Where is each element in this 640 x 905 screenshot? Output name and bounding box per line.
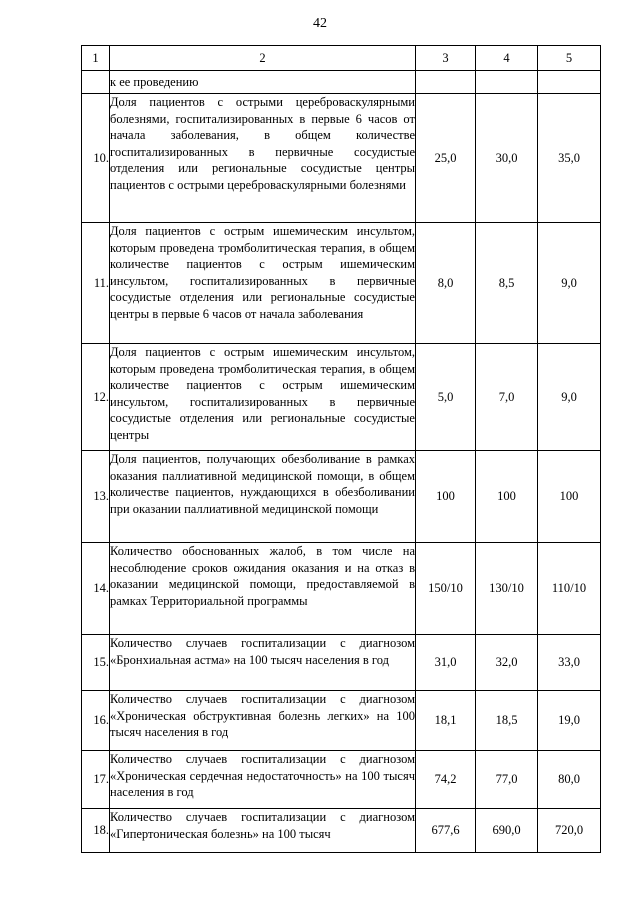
row-indicator-text: Доля пациентов с острым ишемическим инсультом, которым проведена тромболитическая терапия, в общем количестве пациентов с острым ишемическим инсультом, госпитализированных в первичные сосудистые отделения или региональные сосудистые центры (110, 344, 416, 451)
table-row (82, 751, 601, 809)
row-indicator-text: Количество обоснованных жалоб, в том числе на несоблюдение сроков ожидания оказания и на отказ в оказании медицинской помощи, предоставляемой в рамках Территориальной программы (110, 543, 416, 635)
table-row (82, 543, 601, 635)
row-number: 16. (82, 691, 110, 751)
row-indicator-text: Доля пациентов с острыми цереброваскулярными болезнями, госпитализированных в первые 6 часов от начала заболевания, в общем количестве госпитализированных в первичные сосудистые отделения или региональные сосудистые центры пациентов с острыми цереброваскулярными болезнями (110, 94, 416, 223)
continuation-text: к ее проведению (110, 71, 416, 94)
table-row (82, 223, 601, 344)
header-col-1: 1 (82, 46, 110, 71)
row-number: 14. (82, 543, 110, 635)
row-value-col4: 18,5 (476, 691, 538, 751)
row-value-col5: 9,0 (538, 344, 601, 451)
table-row (82, 691, 601, 751)
row-indicator-text: Количество случаев госпитализации с диагнозом «Бронхиальная астма» на 100 тысяч населения в год (110, 635, 416, 691)
table-row (82, 809, 601, 853)
row-value-col3: 18,1 (416, 691, 476, 751)
page-number: 42 (313, 16, 327, 31)
row-indicator-text: Количество случаев госпитализации с диагнозом «Хроническая сердечная недостаточность» на 100 тысяч населения в год (110, 751, 416, 809)
header-col-4: 4 (476, 46, 538, 71)
header-col-3: 3 (416, 46, 476, 71)
row-number: 10. (82, 94, 110, 223)
row-number: 17. (82, 751, 110, 809)
row-value-col5: 100 (538, 451, 601, 543)
row-value-col4: 100 (476, 451, 538, 543)
row-value-col4: 690,0 (476, 809, 538, 853)
row-value-col3: 25,0 (416, 94, 476, 223)
row-value-col3: 31,0 (416, 635, 476, 691)
continuation-row (82, 71, 601, 94)
row-value-col5: 720,0 (538, 809, 601, 853)
row-number: 11. (82, 223, 110, 344)
row-value-col4: 8,5 (476, 223, 538, 344)
row-indicator-text: Доля пациентов с острым ишемическим инсультом, которым проведена тромболитическая терапия, в общем количестве пациентов с острым ишемическим инсультом, госпитализированных в первичные сосудистые отделения или региональные сосудистые центры в первые 6 часов от начала заболевания (110, 223, 416, 344)
row-value-col4: 32,0 (476, 635, 538, 691)
row-number: 18. (82, 809, 110, 853)
row-value-col4: 7,0 (476, 344, 538, 451)
row-value-col5: 19,0 (538, 691, 601, 751)
row-value-col5: 9,0 (538, 223, 601, 344)
table-row (82, 344, 601, 451)
row-value-col4: 130/10 (476, 543, 538, 635)
row-indicator-text: Количество случаев госпитализации с диагнозом «Хроническая обструктивная болезнь легких» на 100 тысяч населения в год (110, 691, 416, 751)
table-header-row (82, 46, 601, 71)
row-number: 15. (82, 635, 110, 691)
row-value-col5: 110/10 (538, 543, 601, 635)
table-row (82, 451, 601, 543)
indicators-table (81, 45, 601, 853)
row-indicator-text: Количество случаев госпитализации с диагнозом «Гипертоническая болезнь» на 100 тысяч (110, 810, 415, 841)
row-value-col3: 677,6 (416, 809, 476, 853)
row-value-col3: 100 (416, 451, 476, 543)
row-value-col3: 8,0 (416, 223, 476, 344)
row-value-col5: 33,0 (538, 635, 601, 691)
header-col-2: 2 (110, 46, 416, 71)
row-value-col5: 35,0 (538, 94, 601, 223)
table-row (82, 94, 601, 223)
row-value-col5: 80,0 (538, 751, 601, 809)
row-value-col3: 150/10 (416, 543, 476, 635)
header-col-5: 5 (538, 46, 601, 71)
row-value-col4: 30,0 (476, 94, 538, 223)
table-row (82, 635, 601, 691)
row-value-col3: 74,2 (416, 751, 476, 809)
row-number: 13. (82, 451, 110, 543)
row-value-col4: 77,0 (476, 751, 538, 809)
row-number: 12. (82, 344, 110, 451)
row-value-col3: 5,0 (416, 344, 476, 451)
row-indicator-text: Доля пациентов, получающих обезболивание в рамках оказания паллиативной медицинской помощи, в общем количестве пациентов, нуждающихся в обезболивании при оказании паллиативной медицинской помощи (110, 451, 416, 543)
